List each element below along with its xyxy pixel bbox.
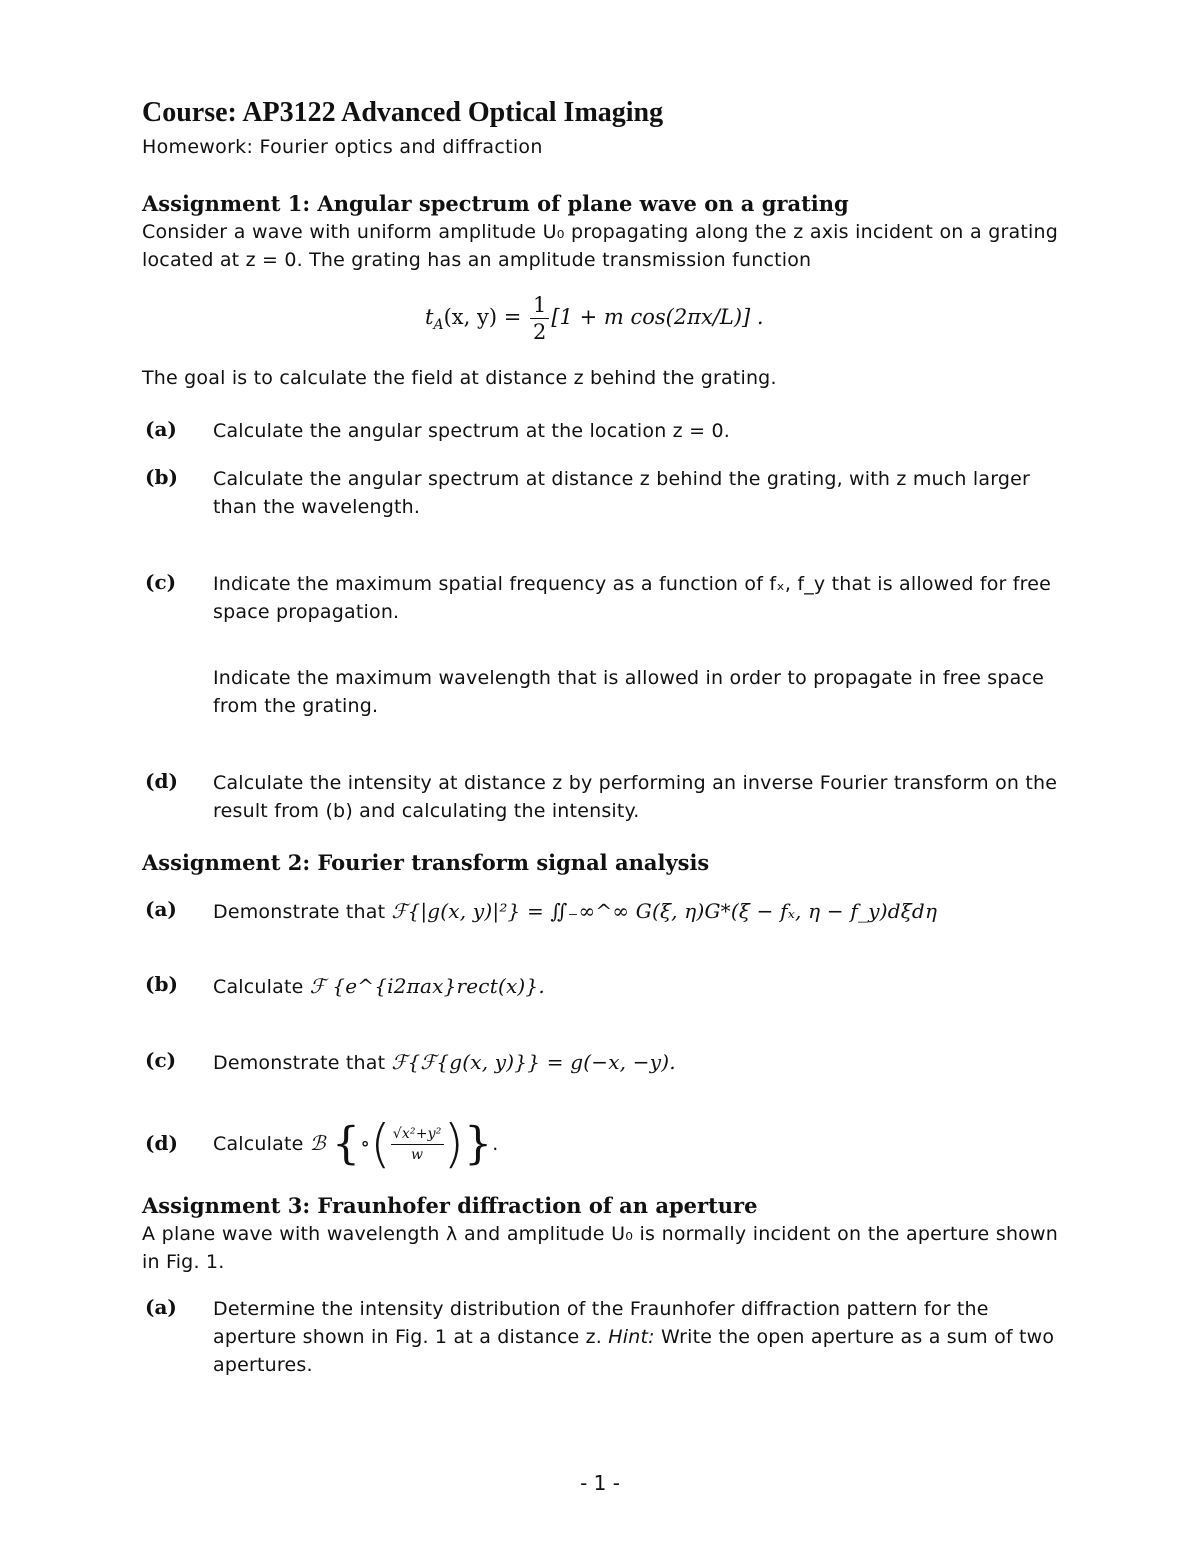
- circ-function: ∘: [360, 1131, 371, 1155]
- assignment-1-intro: Consider a wave with uniform amplitude U₀ propagating along the z axis incident on a grating located at z = 0. The grating has an amplitude transmission function: [142, 221, 1058, 271]
- a3-part-a-text: Determine the intensity distribution of the Fraunhofer diffraction pattern for the aperture shown in Fig. 1 at a distance z.: [213, 1298, 989, 1348]
- left-brace: {: [331, 1118, 361, 1170]
- a1-part-a-text: Calculate the angular spectrum at the location z = 0.: [213, 420, 730, 442]
- a2-part-c-math: ℱ{ℱ{g(x, y)}} = g(−x, −y).: [391, 1050, 676, 1074]
- equation-fraction: [530, 292, 549, 345]
- a1-part-c-text-2: Indicate the maximum wavelength that is allowed in order to propagate in free space from the grating.: [213, 667, 1045, 717]
- radius-fraction: [391, 1124, 444, 1165]
- a2-part-a-line: [213, 897, 937, 926]
- right-paren: ): [443, 1114, 465, 1175]
- assignment-3-heading: Assignment 3: Fraunhofer diffraction of an aperture: [142, 1193, 758, 1218]
- a2-part-d-line: [213, 1113, 499, 1173]
- assignment-1-goal: The goal is to calculate the field at distance z behind the grating.: [142, 367, 777, 389]
- course-title: Course: AP3122 Advanced Optical Imaging: [142, 97, 664, 128]
- a2-part-c-label: (c): [145, 1048, 177, 1072]
- a2-part-a-text: Demonstrate that: [213, 901, 386, 923]
- assignment-2-heading: Assignment 2: Fourier transform signal analysis: [142, 850, 710, 875]
- assignment-1-heading: Assignment 1: Angular spectrum of plane wave on a grating: [142, 191, 849, 216]
- equation-rhs: [1 + m cos(2πx/L)] .: [551, 305, 764, 329]
- a3-hint-text: Write the open aperture as a sum of two apertures.: [213, 1326, 1055, 1376]
- left-paren: (: [370, 1114, 391, 1175]
- a1-part-b-label: (b): [145, 465, 178, 489]
- assignment-3-intro: A plane wave with wavelength λ and amplitude U₀ is normally incident on the aperture shown in Fig. 1.: [142, 1223, 1058, 1273]
- right-brace: }: [464, 1118, 493, 1170]
- a3-part-a-label: (a): [145, 1295, 177, 1319]
- homework-subtitle: Homework: Fourier optics and diffraction: [142, 136, 543, 158]
- a2-part-d-text: Calculate: [213, 1133, 304, 1155]
- page-number: - 1 -: [580, 1471, 620, 1495]
- a1-part-c-text: Indicate the maximum spatial frequency as a function of fₓ, f_y that is allowed for free space propagation.: [213, 573, 1052, 623]
- a2-part-b-line: [213, 972, 545, 1001]
- a2-part-d-tail: .: [492, 1133, 499, 1155]
- fraction-numerator: 1: [530, 292, 549, 319]
- equation-args: (x, y) =: [443, 305, 522, 329]
- equation-lhs: t: [425, 305, 434, 329]
- radius-numerator: √x²+y²: [391, 1124, 444, 1145]
- radius-denominator: w: [411, 1147, 424, 1163]
- fraction-denominator: 2: [532, 320, 547, 344]
- a1-part-b-text: Calculate the angular spectrum at distance z behind the grating, with z much larger than the wavelength.: [213, 468, 1031, 518]
- a2-part-a-math: ℱ{|g(x, y)|²} = ∬₋∞^∞ G(ξ, η)G*(ξ − fₓ, η − f_y)dξdη: [391, 899, 938, 923]
- a2-part-d-label: (d): [145, 1131, 178, 1155]
- a2-part-b-text: Calculate: [213, 976, 304, 998]
- transmission-function-equation: [425, 292, 764, 345]
- a2-part-a-label: (a): [145, 897, 177, 921]
- a1-part-a-label: (a): [145, 417, 177, 441]
- a1-part-c-label: (c): [145, 570, 177, 594]
- a2-part-c-text: Demonstrate that: [213, 1052, 386, 1074]
- a1-part-d-label: (d): [145, 769, 178, 793]
- a2-part-d-operator: ℬ: [309, 1131, 326, 1155]
- equation-subscript: A: [433, 317, 444, 334]
- a1-part-d-text: Calculate the intensity at distance z by performing an inverse Fourier transform on the result from (b) and calculating the intensity.: [213, 772, 1058, 822]
- a3-part-a-block: [213, 1295, 1058, 1379]
- a2-part-c-line: [213, 1048, 676, 1077]
- a2-part-b-label: (b): [145, 972, 178, 996]
- a2-part-b-math: ℱ {e^{i2πax}rect(x)}.: [309, 974, 545, 998]
- a3-hint-label: Hint:: [608, 1326, 655, 1348]
